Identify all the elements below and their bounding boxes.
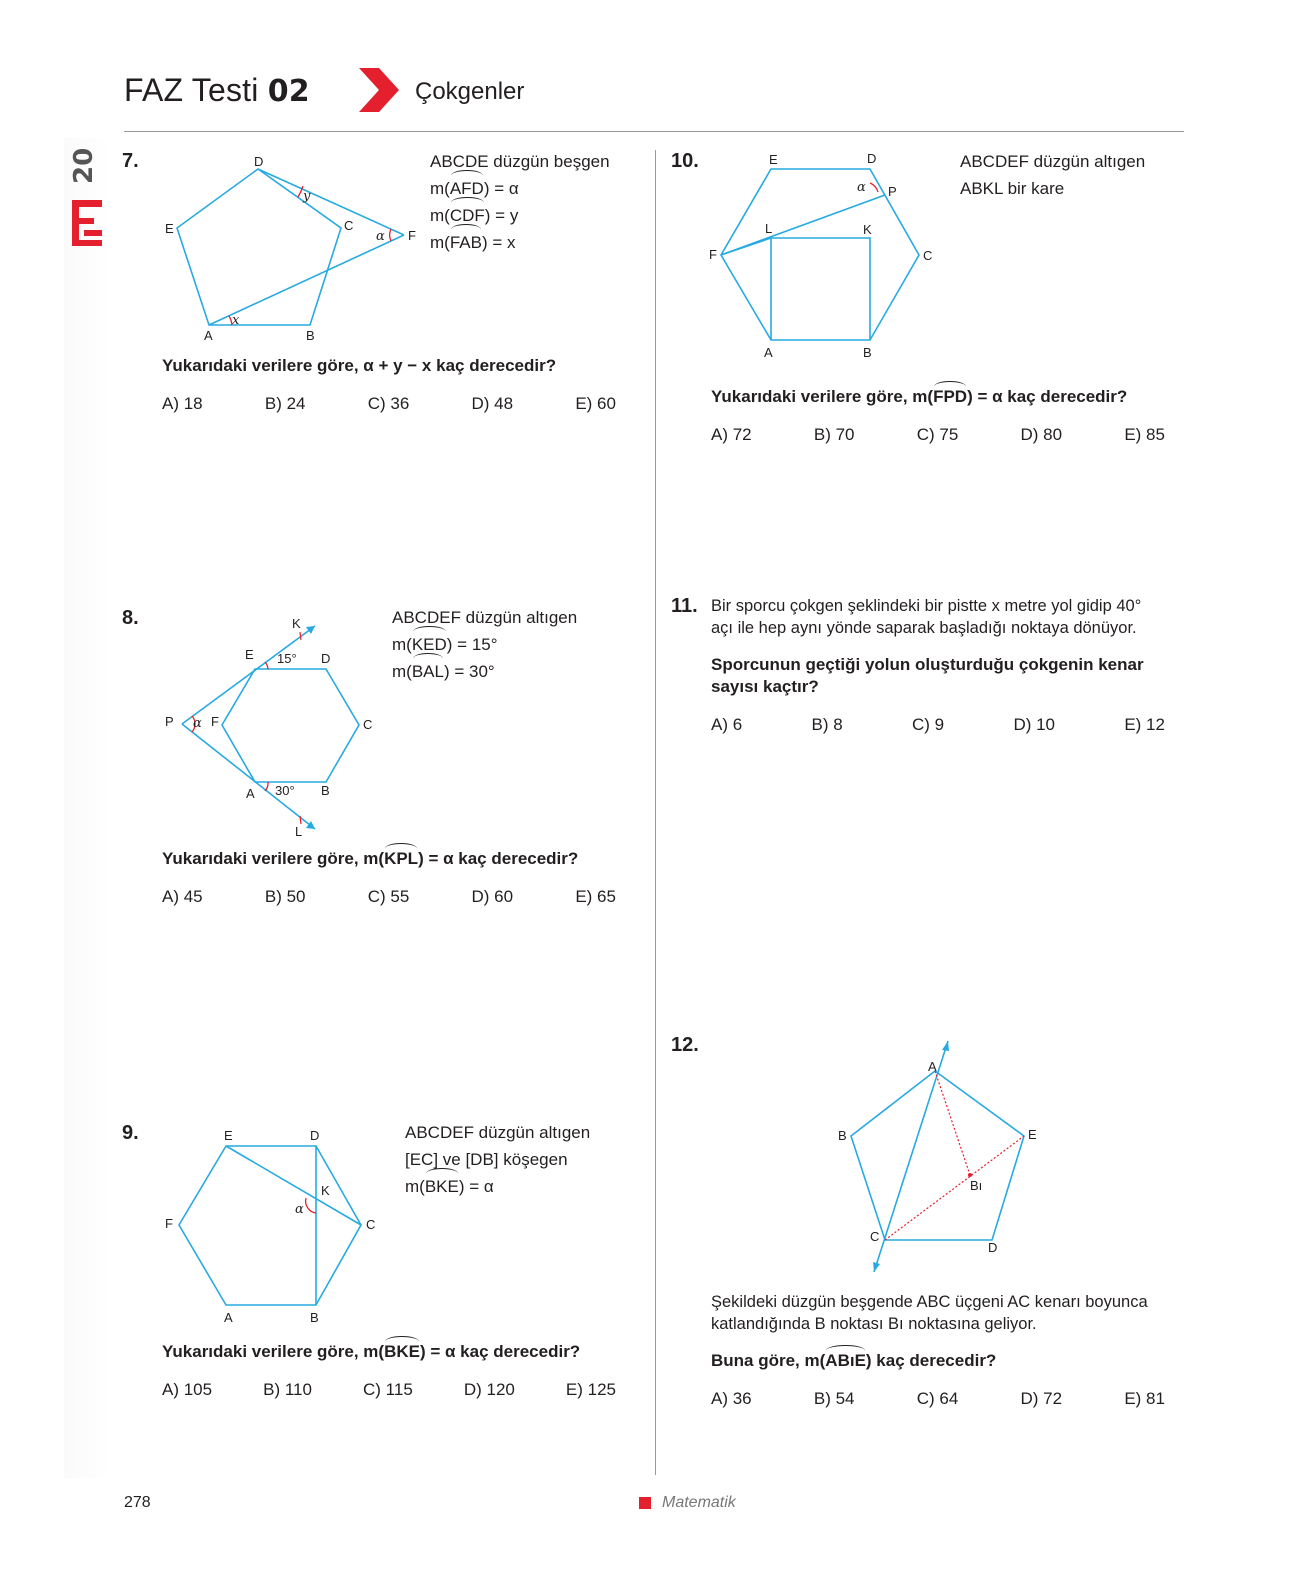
question-number: 10. — [671, 150, 699, 172]
choice-a[interactable]: A) 18 — [162, 394, 203, 413]
given-line: ABCDEF düzgün altıgen — [960, 152, 1146, 171]
question-number: 9. — [122, 1122, 139, 1144]
answer-choices — [711, 715, 1165, 735]
test-title — [124, 72, 310, 109]
answer-choices — [711, 425, 1165, 445]
choice-e[interactable]: E) 81 — [1124, 1389, 1165, 1408]
given-info — [405, 1119, 590, 1200]
choice-d[interactable]: D) 10 — [1013, 715, 1056, 734]
question-text: Buna göre, m(ABıE) kaç derecedir? — [711, 1351, 997, 1370]
svg-text:α: α — [295, 1202, 304, 1217]
choice-c[interactable]: C) 115 — [363, 1380, 413, 1399]
svg-text:x: x — [232, 313, 240, 328]
svg-text:C: C — [870, 1229, 880, 1244]
given-info — [392, 604, 577, 685]
test-number: 02 — [267, 74, 310, 109]
choice-c[interactable]: C) 64 — [916, 1389, 959, 1408]
svg-text:y: y — [303, 189, 311, 204]
choice-d[interactable]: D) 60 — [471, 887, 514, 906]
subject-label: Matematik — [662, 1494, 736, 1511]
hexagon-figure — [160, 610, 400, 840]
svg-text:B: B — [310, 1310, 319, 1325]
svg-text:B: B — [321, 783, 330, 798]
choice-b[interactable]: B) 70 — [813, 425, 855, 444]
choice-d[interactable]: D) 48 — [471, 394, 514, 413]
svg-text:L: L — [765, 221, 773, 236]
pentagon-figure — [160, 148, 430, 348]
given-line: ABKL bir kare — [960, 179, 1065, 198]
choice-c[interactable]: C) 75 — [916, 425, 959, 444]
svg-text:F: F — [165, 1216, 173, 1231]
svg-text:C: C — [363, 717, 373, 732]
svg-text:K: K — [321, 1183, 330, 1198]
given-line: m(AFD) = α — [430, 175, 610, 202]
given-line: ABCDE düzgün beşgen — [430, 152, 610, 171]
choice-b[interactable]: B) 24 — [264, 394, 306, 413]
choice-a[interactable]: A) 105 — [162, 1380, 213, 1399]
choice-b[interactable]: B) 54 — [813, 1389, 855, 1408]
svg-text:D: D — [988, 1240, 998, 1255]
choice-e[interactable]: E) 12 — [1124, 715, 1165, 734]
choice-c[interactable]: C) 55 — [367, 887, 410, 906]
svg-text:B: B — [838, 1128, 847, 1143]
answer-choices — [162, 394, 616, 414]
svg-text:F: F — [709, 247, 717, 262]
header-divider — [124, 131, 1184, 132]
svg-text:C: C — [344, 218, 354, 233]
given-line: m(BKE) = α — [405, 1173, 590, 1200]
svg-text:A: A — [246, 786, 255, 801]
svg-text:A: A — [204, 328, 213, 343]
svg-text:E: E — [1028, 1127, 1037, 1142]
svg-text:A: A — [764, 345, 773, 360]
given-line: ABCDEF düzgün altıgen — [405, 1123, 591, 1142]
svg-text:E: E — [769, 152, 778, 167]
question-body: Şekildeki düzgün beşgende ABC üçgeni AC kenarı boyunca katlandığında B noktası Bı noktasına geliyor. — [711, 1293, 1148, 1333]
svg-text:F: F — [211, 714, 219, 729]
question-number: 8. — [122, 607, 139, 629]
page-number: 278 — [124, 1494, 151, 1511]
svg-text:B: B — [306, 328, 315, 343]
svg-text:E: E — [224, 1128, 233, 1143]
answer-choices — [162, 1380, 616, 1400]
given-line: [EC] ve [DB] köşegen — [405, 1150, 568, 1169]
folded-pentagon-figure — [830, 1035, 1050, 1280]
choice-b[interactable]: B) 110 — [263, 1380, 312, 1399]
choice-d[interactable]: D) 80 — [1020, 425, 1063, 444]
choice-e[interactable]: E) 125 — [565, 1380, 616, 1399]
svg-text:B: B — [863, 345, 872, 360]
answer-choices — [711, 1389, 1165, 1409]
choice-d[interactable]: D) 120 — [463, 1380, 515, 1399]
column-divider — [655, 150, 656, 1475]
svg-text:α: α — [193, 716, 202, 731]
choice-c[interactable]: C) 36 — [367, 394, 410, 413]
choice-a[interactable]: A) 45 — [162, 887, 203, 906]
question-body: Bir sporcu çokgen şeklindeki bir pistte x metre yol gidip 40° açı ile hep aynı yönde saparak başladığı noktaya dönüyor. — [711, 597, 1142, 637]
svg-text:A: A — [224, 1310, 233, 1325]
svg-text:Bı: Bı — [970, 1178, 983, 1193]
choice-e[interactable]: E) 85 — [1124, 425, 1165, 444]
svg-text:K: K — [292, 616, 301, 631]
question-number: 12. — [671, 1034, 699, 1056]
subject-square-icon — [639, 1497, 651, 1509]
svg-text:P: P — [888, 184, 897, 199]
given-info — [430, 148, 610, 256]
choice-a[interactable]: A) 6 — [711, 715, 743, 734]
choice-e[interactable]: E) 60 — [575, 394, 616, 413]
choice-b[interactable]: B) 50 — [264, 887, 306, 906]
question-text: Yukarıdaki verilere göre, m(FPD) = α kaç derecedir? — [711, 387, 1128, 406]
answer-choices — [162, 887, 616, 907]
choice-e[interactable]: E) 65 — [575, 887, 616, 906]
svg-text:D: D — [254, 154, 264, 169]
choice-a[interactable]: A) 72 — [711, 425, 752, 444]
svg-text:30°: 30° — [275, 783, 295, 798]
svg-text:15°: 15° — [277, 651, 297, 666]
sidebar-strip — [64, 138, 110, 1478]
test-title-text: FAZ Testi — [124, 72, 259, 108]
given-info — [960, 148, 1145, 202]
sidebar-number: 20 — [69, 147, 99, 184]
svg-text:C: C — [923, 248, 933, 263]
svg-text:K: K — [863, 222, 872, 237]
svg-text:F: F — [408, 228, 416, 243]
given-line: m(FAB) = x — [430, 229, 610, 256]
question-text: Yukarıdaki verilere göre, m(BKE) = α kaç derecedir? — [162, 1342, 581, 1361]
svg-text:α: α — [376, 229, 385, 244]
svg-text:D: D — [867, 151, 877, 166]
svg-text:E: E — [165, 221, 174, 236]
svg-text:A: A — [928, 1059, 937, 1074]
question-text: Yukarıdaki verilere göre, α + y − x kaç derecedir? — [162, 356, 557, 375]
svg-text:P: P — [165, 714, 174, 729]
question-text: Yukarıdaki verilere göre, m(KPL) = α kaç derecedir? — [162, 849, 579, 868]
svg-text:α: α — [857, 180, 866, 195]
choice-b[interactable]: B) 8 — [811, 715, 843, 734]
chapter-title: Çokgenler — [415, 78, 525, 105]
question-text: Sporcunun geçtiği yolun oluşturduğu çokgenin kenar sayısı kaçtır? — [711, 655, 1144, 696]
svg-text:D: D — [321, 651, 331, 666]
question-number: 7. — [122, 150, 139, 172]
hexagon-figure — [160, 1125, 400, 1330]
question-number: 11. — [671, 595, 698, 617]
choice-d[interactable]: D) 72 — [1020, 1389, 1063, 1408]
svg-text:C: C — [366, 1217, 376, 1232]
svg-text:D: D — [310, 1128, 320, 1143]
svg-text:L: L — [295, 824, 303, 839]
given-line: ABCDEF düzgün altıgen — [392, 608, 578, 627]
choice-c[interactable]: C) 9 — [912, 715, 945, 734]
choice-a[interactable]: A) 36 — [711, 1389, 752, 1408]
faz-logo-icon — [70, 198, 104, 248]
given-line: m(BAL) = 30° — [392, 658, 577, 685]
given-line: m(KED) = 15° — [392, 631, 577, 658]
svg-text:E: E — [245, 647, 254, 662]
chevron-right-icon — [357, 68, 401, 112]
hexagon-square-figure — [700, 145, 950, 370]
given-line: m(CDF) = y — [430, 202, 610, 229]
